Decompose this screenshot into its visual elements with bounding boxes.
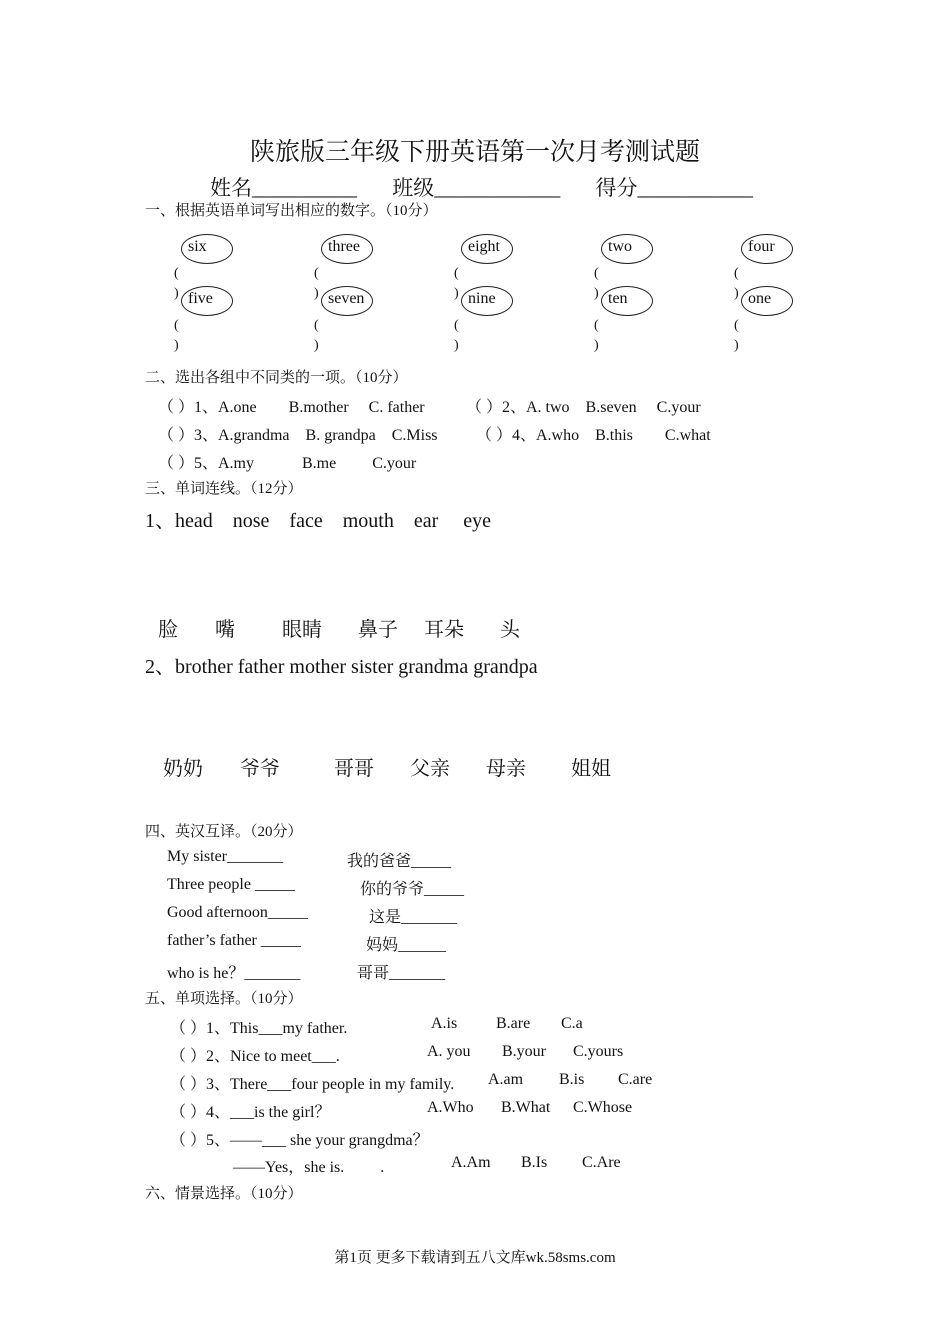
choice-stem: （ ）1、This___my father.: [170, 1020, 348, 1037]
page-footer: 第1页 更多下载请到五八文库wk.58sms.com: [334, 1250, 616, 1266]
translate-item: 这是_______: [369, 909, 458, 926]
section-4-heading: 四、英汉互译。（20分）: [145, 824, 303, 840]
answer-paren-close: ): [174, 286, 179, 301]
answer-paren-open: (: [594, 318, 599, 333]
section-6-heading: 六、情景选择。（10分）: [145, 1186, 303, 1202]
choice-option: C.Are: [582, 1154, 621, 1171]
choice-option: A.is: [431, 1015, 458, 1032]
score-field[interactable]: 得分___________: [595, 176, 753, 200]
match-chinese-word: 鼻子: [358, 619, 398, 641]
translate-item: My sister_______: [167, 848, 283, 865]
choice-option: A.Who: [427, 1099, 474, 1116]
choice-option: C.yours: [573, 1043, 624, 1060]
match-chinese-word: 耳朵: [424, 619, 464, 641]
translate-item: 妈妈______: [366, 937, 447, 954]
choice-option: C.are: [618, 1071, 653, 1088]
question-item: （ ）3、A.grandma B. grandpa C.Miss: [158, 427, 438, 444]
choice-option: B.your: [502, 1043, 546, 1060]
match-chinese-word: 奶奶: [163, 758, 203, 780]
match-english-line-1: 1、head nose face mouth ear eye: [145, 510, 491, 532]
question-item: （ ）1、A.one B.mother C. father: [158, 399, 425, 416]
answer-paren-open: (: [174, 266, 179, 281]
choice-stem: （ ）5、——___ she your grangdma？: [170, 1132, 429, 1149]
oval-word: two: [601, 234, 653, 264]
match-chinese-word: 爷爷: [240, 758, 280, 780]
match-chinese-word: 嘴: [215, 619, 235, 641]
choice-option: B.Is: [521, 1154, 548, 1171]
match-chinese-word: 头: [500, 619, 520, 641]
answer-paren-close: ): [454, 338, 459, 353]
student-info-row: [210, 172, 783, 202]
answer-paren-open: (: [734, 266, 739, 281]
match-chinese-word: 眼睛: [282, 619, 322, 641]
class-field[interactable]: 班级____________: [392, 176, 561, 200]
oval-word: one: [741, 286, 793, 316]
answer-paren-close: ): [594, 338, 599, 353]
choice-option: B.is: [559, 1071, 585, 1088]
choice-option: B.What: [501, 1099, 551, 1116]
choice-stem: （ ）4、___is the girl？: [170, 1104, 331, 1121]
answer-paren-close: ): [594, 286, 599, 301]
oval-word: five: [181, 286, 233, 316]
choice-stem: （ ）3、There___four people in my family.: [170, 1076, 455, 1093]
question-item: （ ）5、A.my B.me C.your: [158, 455, 417, 472]
oval-word: nine: [461, 286, 513, 316]
answer-paren-close: ): [314, 286, 319, 301]
match-chinese-word: 哥哥: [334, 758, 374, 780]
choice-option: B.are: [496, 1015, 531, 1032]
oval-word: four: [741, 234, 793, 264]
section-3-heading: 三、单词连线。（12分）: [145, 481, 303, 497]
choice-answer-line: ——Yes，she is. .: [233, 1159, 385, 1176]
answer-paren-close: ): [734, 286, 739, 301]
oval-word: eight: [461, 234, 513, 264]
match-chinese-word: 姐姐: [571, 758, 611, 780]
oval-word: six: [181, 234, 233, 264]
translate-item: Good afternoon_____: [167, 904, 308, 921]
match-english-line-2: 2、brother father mother sister grandma grandpa: [145, 656, 538, 678]
answer-paren-open: (: [454, 318, 459, 333]
answer-paren-close: ): [174, 338, 179, 353]
section-2-heading: 二、选出各组中不同类的一项。（10分）: [145, 370, 408, 386]
match-chinese-word: 脸: [158, 619, 178, 641]
choice-stem: （ ）2、Nice to meet___.: [170, 1048, 340, 1065]
answer-paren-close: ): [734, 338, 739, 353]
section-5-heading: 五、单项选择。（10分）: [145, 991, 303, 1007]
answer-paren-open: (: [174, 318, 179, 333]
translate-item: Three people _____: [167, 876, 295, 893]
match-chinese-word: 母亲: [486, 758, 526, 780]
choice-option: A.am: [488, 1071, 524, 1088]
translate-item: 我的爸爸_____: [347, 853, 452, 870]
choice-option: C.Whose: [573, 1099, 633, 1116]
choice-option: A.Am: [451, 1154, 491, 1171]
page-title: 陕旅版三年级下册英语第一次月考测试题: [249, 139, 700, 166]
section-1-heading: 一、根据英语单词写出相应的数字。（10分）: [145, 203, 438, 219]
oval-word: ten: [601, 286, 653, 316]
answer-paren-open: (: [314, 318, 319, 333]
answer-paren-open: (: [454, 266, 459, 281]
match-chinese-word: 父亲: [410, 758, 450, 780]
choice-option: A. you: [427, 1043, 471, 1060]
answer-paren-close: ): [454, 286, 459, 301]
translate-item: 哥哥_______: [357, 965, 446, 982]
translate-item: 你的爷爷_____: [360, 881, 465, 898]
choice-option: C.a: [561, 1015, 583, 1032]
question-item: （ ）2、A. two B.seven C.your: [466, 399, 701, 416]
answer-paren-open: (: [594, 266, 599, 281]
translate-item: who is he？_______: [167, 965, 301, 982]
oval-word: three: [321, 234, 373, 264]
oval-word: seven: [321, 286, 373, 316]
answer-paren-open: (: [314, 266, 319, 281]
answer-paren-close: ): [314, 338, 319, 353]
answer-paren-open: (: [734, 318, 739, 333]
name-field[interactable]: 姓名__________: [210, 176, 357, 200]
translate-item: father’s father _____: [167, 932, 301, 949]
question-item: （ ）4、A.who B.this C.what: [476, 427, 711, 444]
